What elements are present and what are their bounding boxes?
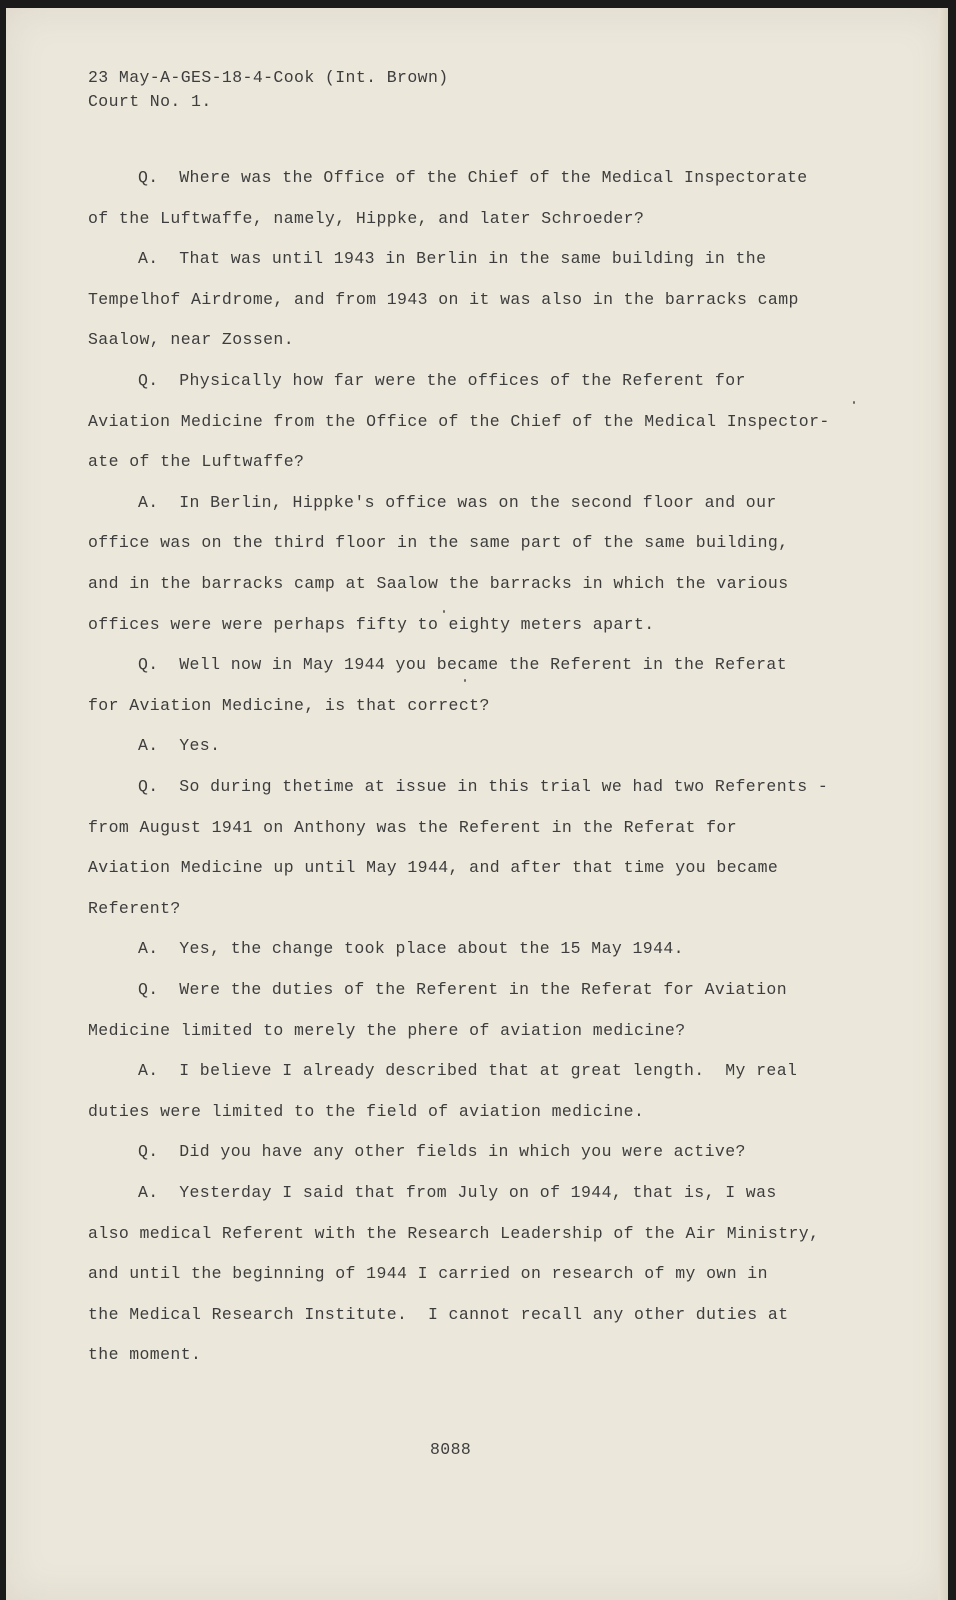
qa-line-start: A. In Berlin, Hippke's office was on the second floor and our <box>138 493 777 512</box>
qa-line-start: Q. Well now in May 1944 you became the Referent in the Referat <box>138 655 788 674</box>
header-court-line: Court No. 1. <box>88 92 212 111</box>
qa-line-continuation: duties were limited to the field of aviation medicine. <box>88 1102 645 1121</box>
qa-line-start: A. I believe I already described that at great length. My real <box>138 1061 798 1080</box>
qa-line-continuation: Referent? <box>88 899 181 918</box>
qa-line-continuation: and until the beginning of 1944 I carried on research of my own in <box>88 1264 768 1283</box>
qa-line-continuation: offices were were perhaps fifty to eighty meters apart. <box>88 615 655 634</box>
qa-line-start: Q. Did you have any other fields in which you were active? <box>138 1142 746 1161</box>
qa-line-continuation: Tempelhof Airdrome, and from 1943 on it was also in the barracks camp <box>88 290 799 309</box>
qa-line-continuation: for Aviation Medicine, is that correct? <box>88 696 490 715</box>
qa-line-continuation: ate of the Luftwaffe? <box>88 452 305 471</box>
qa-line-continuation: from August 1941 on Anthony was the Referent in the Referat for <box>88 818 738 837</box>
page-edge <box>938 8 948 1600</box>
qa-line-continuation: also medical Referent with the Research Leadership of the Air Ministry, <box>88 1224 820 1243</box>
qa-line-start: Q. Physically how far were the offices of the Referent for <box>138 371 746 390</box>
qa-line-continuation: Aviation Medicine from the Office of the Chief of the Medical Inspector- <box>88 412 830 431</box>
qa-line-start: Q. Were the duties of the Referent in the Referat for Aviation <box>138 980 788 999</box>
qa-line-start: A. Yes. <box>138 736 221 755</box>
qa-line-start: Q. So during thetime at issue in this trial we had two Referents - <box>138 777 829 796</box>
header-case-line: 23 May-A-GES-18-4-Cook (Int. Brown) <box>88 68 449 87</box>
qa-line-continuation: Saalow, near Zossen. <box>88 330 295 349</box>
qa-line-continuation: Aviation Medicine up until May 1944, and after that time you became <box>88 858 779 877</box>
qa-line-continuation: Medicine limited to merely the phere of aviation medicine? <box>88 1021 686 1040</box>
qa-line-continuation: office was on the third floor in the same part of the same building, <box>88 533 789 552</box>
qa-line-start: A. Yes, the change took place about the 15 May 1944. <box>138 939 684 958</box>
ink-speck <box>443 610 445 613</box>
qa-line-start: A. Yesterday I said that from July on of 1944, that is, I was <box>138 1183 777 1202</box>
qa-line-continuation: and in the barracks camp at Saalow the barracks in which the various <box>88 574 789 593</box>
qa-line-continuation: of the Luftwaffe, namely, Hippke, and later Schroeder? <box>88 209 645 228</box>
qa-line-start: A. That was until 1943 in Berlin in the same building in the <box>138 249 767 268</box>
ink-speck <box>853 401 855 404</box>
page-number: 8088 <box>430 1440 472 1459</box>
qa-line-start: Q. Where was the Office of the Chief of the Medical Inspectorate <box>138 168 808 187</box>
ink-speck <box>464 679 466 682</box>
document-page <box>6 8 948 1600</box>
qa-line-continuation: the moment. <box>88 1345 202 1364</box>
qa-line-continuation: the Medical Research Institute. I cannot recall any other duties at <box>88 1305 789 1324</box>
